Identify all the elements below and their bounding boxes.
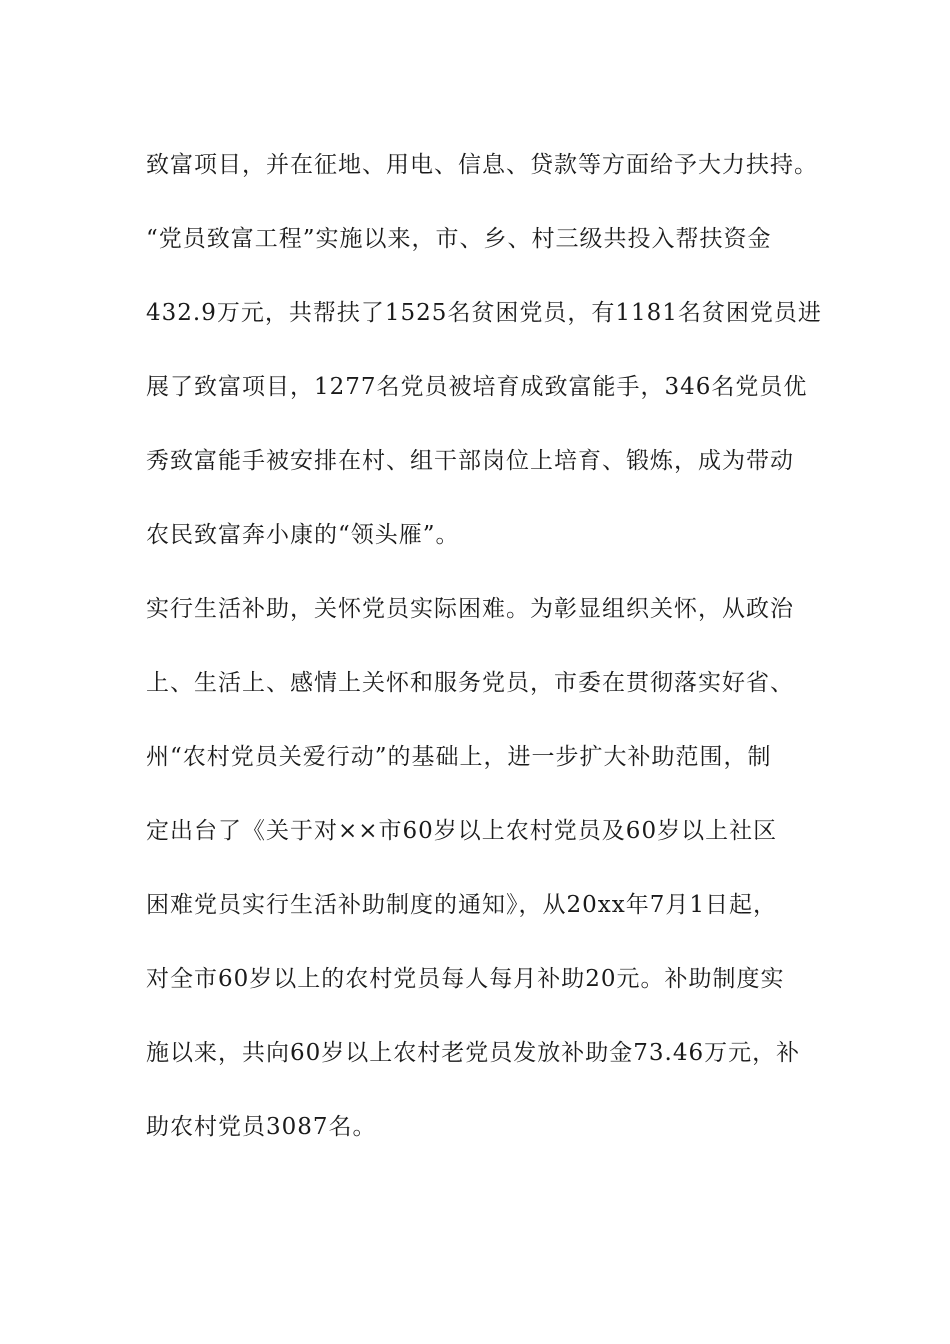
document-body xyxy=(146,128,846,1164)
text-line-12: 对全市60岁以上的农村党员每人每月补助20元。补助制度实 xyxy=(146,966,785,992)
text-line-9: 州“农村党员关爱行动”的基础上，进一步扩大补助范围，制 xyxy=(146,744,772,770)
text-line-13: 施以来，共向60岁以上农村老党员发放补助金73.46万元，补 xyxy=(146,1040,801,1066)
text-line-10: 定出台了《关于对××市60岁以上农村党员及60岁以上社区 xyxy=(146,818,778,844)
text-line-7: 实行生活补助，关怀党员实际困难。为彰显组织关怀，从政治 xyxy=(146,596,794,622)
text-line-14: 助农村党员3087名。 xyxy=(146,1114,377,1140)
text-line-2: “党员致富工程”实施以来，市、乡、村三级共投入帮扶资金 xyxy=(146,226,772,252)
text-line-5: 秀致富能手被安排在村、组干部岗位上培育、锻炼，成为带动 xyxy=(146,448,794,474)
text-line-3: 432.9万元，共帮扶了1525名贫困党员，有1181名贫困党员进 xyxy=(146,300,822,326)
text-line-6: 农民致富奔小康的“领头雁”。 xyxy=(146,522,460,548)
text-line-1: 致富项目，并在征地、用电、信息、贷款等方面给予大力扶持。 xyxy=(146,152,818,178)
text-line-11: 困难党员实行生活补助制度的通知》，从20xx年7月1日起， xyxy=(146,892,777,918)
text-line-4: 展了致富项目，1277名党员被培育成致富能手，346名党员优 xyxy=(146,374,808,400)
text-line-8: 上、生活上、感情上关怀和服务党员，市委在贯彻落实好省、 xyxy=(146,670,794,696)
